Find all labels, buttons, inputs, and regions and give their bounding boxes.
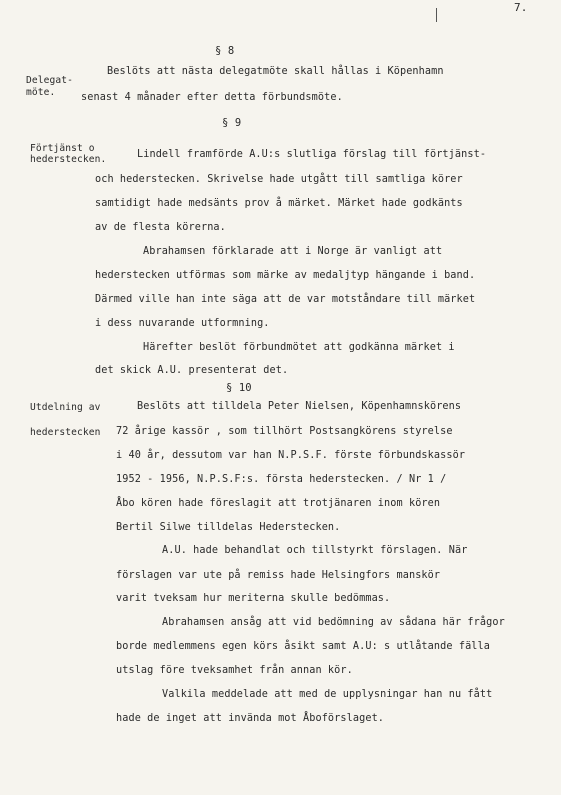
body-line: 1952 - 1956, N.P.S.F:s. första hederstecken. / Nr 1 / xyxy=(116,474,447,485)
margin-mark xyxy=(436,8,437,22)
body-line: Abrahamsen förklarade att i Norge är vanligt att xyxy=(143,246,443,257)
body-line: av de flesta körerna. xyxy=(95,222,226,233)
body-line: Åbo kören hade föreslagit att trotjänaren inom kören xyxy=(116,498,441,509)
body-line: Abrahamsen ansåg att vid bedömning av sådana här frågor xyxy=(162,617,505,628)
body-line: varit tveksam hur meriterna skulle bedömmas. xyxy=(116,593,391,604)
body-line: och hederstecken. Skrivelse hade utgått till samtliga körer xyxy=(95,174,463,185)
section-heading-8: § 8 xyxy=(215,45,235,57)
body-line: Därmed ville han inte säga att de var motståndare till märket xyxy=(95,294,476,305)
body-line: samtidigt hade medsänts prov å märket. Märket hade godkänts xyxy=(95,198,463,209)
body-line: Härefter beslöt förbundmötet att godkänna märket i xyxy=(143,342,455,353)
body-line: i 40 år, dessutom var han N.P.S.F. förste förbundskassör xyxy=(116,450,466,461)
body-line: i dess nuvarande utformning. xyxy=(95,318,270,329)
margin-note-8-line1: Delegat- xyxy=(26,75,74,86)
body-line: 72 årige kassör , som tillhört Postsangkörens styrelse xyxy=(116,426,453,437)
page-number: 7. xyxy=(514,1,528,14)
body-line: utslag före tveksamhet från annan kör. xyxy=(116,665,353,676)
body-line: Beslöts att tilldela Peter Nielsen, Köpenhamnskörens xyxy=(137,401,462,412)
body-line: senast 4 månader efter detta förbundsmöte. xyxy=(81,92,343,103)
section-heading-9: § 9 xyxy=(222,117,242,129)
body-line: borde medlemmens egen körs åsikt samt A.U: s utlåtande fälla xyxy=(116,641,491,652)
body-line: Beslöts att nästa delegatmöte skall hållas i Köpenhamn xyxy=(107,66,444,77)
margin-note-9-line1: Förtjänst o xyxy=(30,143,95,154)
margin-note-10-line2: hederstecken xyxy=(30,427,101,438)
body-line: Valkila meddelade att med de upplysningar han nu fått xyxy=(162,689,493,700)
margin-note-9-line2: hederstecken. xyxy=(30,154,107,165)
body-line: hederstecken utförmas som märke av medaljtyp hängande i band. xyxy=(95,270,476,281)
body-line: Bertil Silwe tilldelas Hederstecken. xyxy=(116,522,341,533)
body-line: hade de inget att invända mot Åboförslaget. xyxy=(116,713,385,724)
margin-note-8-line2: möte. xyxy=(26,87,56,98)
body-line: A.U. hade behandlat och tillstyrkt förslagen. När xyxy=(162,545,468,556)
body-line: det skick A.U. presenterat det. xyxy=(95,365,289,376)
body-line: Lindell framförde A.U:s slutliga förslag till förtjänst- xyxy=(137,149,487,160)
body-line: förslagen var ute på remiss hade Helsingfors manskör xyxy=(116,570,441,581)
margin-note-10-line1: Utdelning av xyxy=(30,402,101,413)
section-heading-10: § 10 xyxy=(226,382,252,394)
